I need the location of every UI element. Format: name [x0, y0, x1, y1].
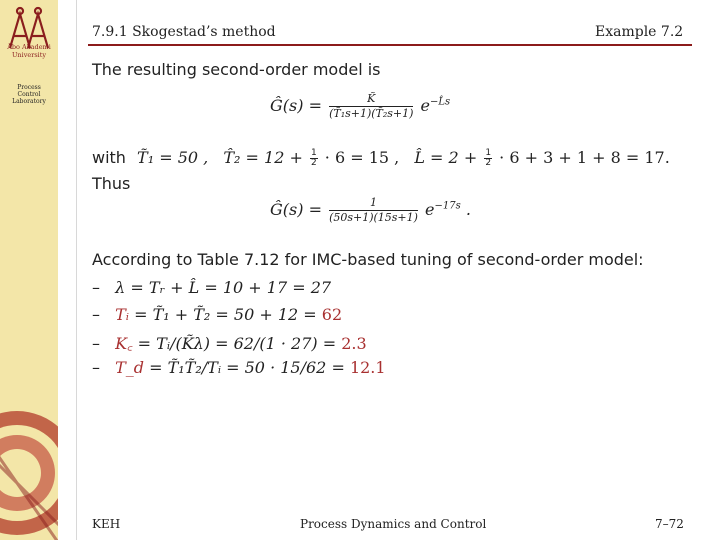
eq2-denominator: (50s+1)(15s+1) [329, 211, 418, 224]
bullet-result: 2.3 [341, 334, 367, 353]
eq2-exponent: −17s [434, 200, 461, 212]
bullet-body: = T̃₁ + T̃₂ = 50 + 12 = [128, 305, 322, 324]
sidebar [0, 0, 58, 540]
bullet-dash: – [92, 358, 100, 377]
bullet-ti [92, 305, 342, 324]
university-line-1: Åbo Akademi [7, 43, 51, 51]
t2-pre: T̂₂ = 12 + [223, 148, 303, 167]
bullet-lambda [92, 278, 331, 297]
thus-text: Thus [92, 174, 131, 193]
equation-2 [270, 196, 471, 225]
footer-author: KEH [92, 517, 121, 531]
l-fraction [484, 149, 492, 168]
bullet-highlight: Tᵢ [115, 305, 129, 324]
bullet-dash: – [92, 278, 100, 297]
equation-1 [270, 92, 450, 121]
table-intro-text: According to Table 7.12 for IMC-based tuning of second-order model: [92, 250, 644, 269]
university-line-2: University [11, 50, 47, 59]
footer-course: Process Dynamics and Control [300, 517, 487, 531]
header-rule [88, 44, 692, 46]
footer-page-number: 7–72 [655, 517, 684, 531]
with-line [92, 148, 670, 168]
laboratory-line-1: Process [17, 84, 41, 91]
eq2-tail: . [465, 200, 471, 219]
t2-fraction [310, 149, 318, 168]
l-frac-num: 1 [485, 148, 492, 158]
bullet-highlight: K꜀ [115, 334, 133, 353]
bullet-dash: – [92, 334, 100, 353]
l-pre: L̂ = 2 + [414, 148, 478, 167]
bullet-body: = T̃₁T̃₂/Tᵢ = 50 · 15/62 = [144, 358, 350, 377]
laboratory-line-3: Laboratory [12, 98, 46, 105]
bullet-result: 12.1 [349, 358, 386, 377]
l-frac-den: 2 [485, 158, 492, 168]
eq2-lhs: Ĝ(s) = [270, 200, 322, 219]
eq1-exponent: −L̂s [430, 96, 451, 108]
intro-text: The resulting second-order model is [92, 60, 381, 79]
bullet-body: = Tᵢ/(K̃λ) = 62/(1 · 27) = [132, 334, 342, 353]
eq2-fraction [329, 196, 418, 225]
eq2-numerator: 1 [329, 196, 418, 211]
t1-value: T̃₁ = 50 , [137, 148, 209, 167]
bullet-kc [92, 332, 367, 354]
eq2-exp-base: e [425, 200, 435, 219]
example-label: Example 7.2 [595, 24, 684, 40]
t2-frac-num: 1 [310, 148, 317, 158]
l-post: · 6 + 3 + 1 + 8 = 17. [499, 148, 670, 167]
seal-icon [0, 388, 58, 540]
bullet-td [92, 358, 386, 377]
laboratory-name [0, 84, 58, 105]
laboratory-line-2: Control [17, 91, 41, 98]
t2-post: · 6 = 15 , [324, 148, 400, 167]
eq1-numerator: K̃ [329, 92, 413, 107]
eq1-lhs: Ĝ(s) = [270, 96, 322, 115]
eq1-exp-base: e [420, 96, 431, 115]
with-word: with [92, 148, 126, 167]
eq1-fraction [329, 92, 413, 121]
section-title: 7.9.1 Skogestad’s method [92, 24, 276, 40]
t2-frac-den: 2 [310, 158, 317, 168]
eq1-denominator: (T̃₁s+1)(T̃₂s+1) [329, 107, 414, 120]
bullet-highlight: T_d [115, 358, 145, 377]
vertical-divider [76, 0, 77, 540]
bullet-dash: – [92, 305, 100, 324]
university-name [0, 44, 58, 59]
bullet-body: λ = Tᵣ + L̂ = 10 + 17 = 27 [115, 278, 332, 297]
bullet-result: 62 [321, 305, 343, 324]
